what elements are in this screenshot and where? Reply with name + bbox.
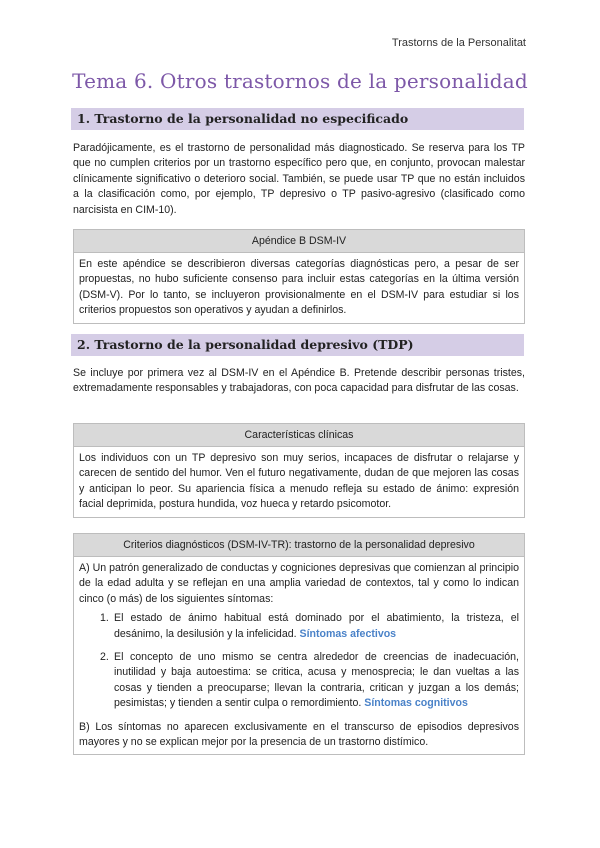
running-header: Trastorns de la Personalitat: [391, 37, 526, 49]
list-item-number: 2.: [100, 651, 109, 664]
page-title: Tema 6. Otros trastornos de la personalidad: [72, 69, 528, 93]
appendix-b-box-title: Apéndice B DSM-IV: [74, 230, 524, 253]
appendix-b-box-text: En este apéndice se describieron diversas categorías diagnósticas pero, a pesar de ser propuestas, no hubo suficiente consenso para incluir estas categorías en la última versión (DSM-V). Por lo tanto, se incluyeron provisionalmente en el DSM-IV para estudiar si los criterios propuestos son operativos y ayudan a definirlos.: [79, 258, 519, 317]
criteria-closing: B) Los síntomas no aparecen exclusivamente en el transcurso de episodios depresivos mayores y no se explican mejor por la presencia de un trastorno distímico.: [79, 720, 519, 749]
clinical-features-box-title: Características clínicas: [74, 424, 524, 447]
list-item-text: El estado de ánimo habitual está dominado por el abatimiento, la tristeza, el desánimo, la desilusión y la infelicidad.: [114, 612, 519, 640]
criteria-intro: A) Un patrón generalizado de conductas y cogniciones depresivas que comienzan al principio de la edad adulta y se reflejan en una amplia variedad de contextos, tal y como lo indican cinco (o más) de los siguientes síntomas:: [79, 562, 519, 605]
list-item: [79, 650, 519, 712]
section-2-heading: 2. Trastorno de la personalidad depresivo (TDP): [71, 334, 524, 356]
list-item-text: El concepto de uno mismo se centra alrededor de creencias de inadecuación, inutilidad y baja autoestima: se critica, acusa y menosprecia; le dan vueltas a las cosas y tienden a preocuparse; llevan la contraria, critican y juzgan a los demás; pesimistas; y tienden a sentir culpa o remordimiento.: [114, 651, 519, 710]
criteria-list: [79, 611, 519, 711]
list-item-tag: Síntomas cognitivos: [364, 697, 468, 710]
appendix-b-box: [73, 229, 525, 324]
diagnostic-criteria-box-body: [74, 557, 524, 754]
list-item: [79, 611, 519, 642]
section-2-paragraph: Se incluye por primera vez al DSM-IV en el Apéndice B. Pretende describir personas tristes, extremadamente responsables y trabajadoras, con poca capacidad para disfrutar de las cosas.: [73, 367, 525, 395]
list-item-tag: Síntomas afectivos: [299, 627, 397, 640]
diagnostic-criteria-box: [73, 533, 525, 755]
section-1-paragraph: Paradójicamente, es el trastorno de personalidad más diagnosticado. Se reserva para los TP que no cumplen criterios por un trastorno específico pero que, en conjunto, provocan malestar clínicamente significativo o deterioro social. También, se puede usar TP que no están incluidos a la clasificación como, por ejemplo, TP depresivo o TP pasivo-agresivo (clasificado como narcisista en CIM-10).: [73, 142, 525, 216]
list-item-number: 1.: [100, 612, 109, 625]
section-1-heading: 1. Trastorno de la personalidad no especificado: [71, 108, 524, 130]
clinical-features-box-text: Los individuos con un TP depresivo son muy serios, incapaces de disfrutar o relajarse y carecen de sentido del humor. Ven el futuro negativamente, dudan de que mejoren las cosas y anticipan lo peor. Su apariencia física a menudo refleja su estado de ánimo: expresión facial deprimida, postura hundida, voz hueca y retardo psicomotor.: [79, 452, 519, 511]
clinical-features-box: [73, 423, 525, 518]
diagnostic-criteria-box-title: Criterios diagnósticos (DSM-IV-TR): trastorno de la personalidad depresivo: [74, 534, 524, 557]
